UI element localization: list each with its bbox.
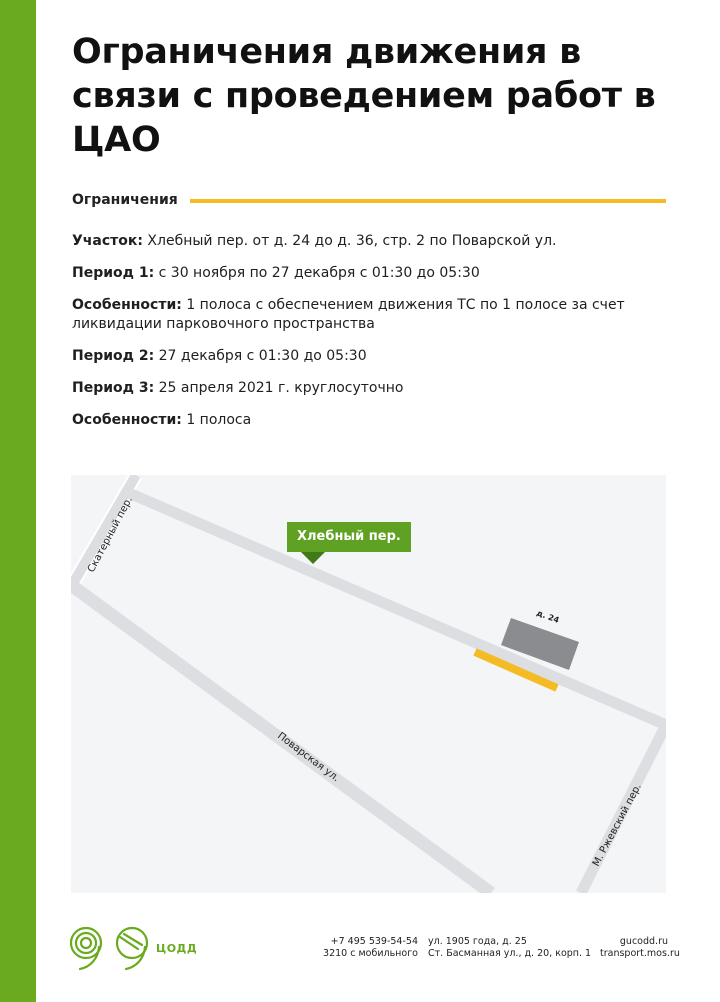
info-label: Период 3: — [72, 380, 155, 396]
footer-phones — [318, 936, 418, 960]
info-label: Период 1: — [72, 265, 155, 281]
page-title: Ограничения движения в связи с проведением работ в ЦАО — [72, 32, 656, 160]
info-label: Особенности: — [72, 412, 182, 428]
info-row-period1 — [72, 264, 672, 283]
info-text: 1 полоса — [181, 412, 252, 428]
section-divider — [190, 199, 666, 203]
street-label-rzhevsky: М. Ржевский пер. — [590, 781, 644, 869]
street-skaterny-fill — [71, 475, 136, 587]
info-text: с 30 ноября по 27 декабря с 01:30 до 05:30 — [154, 265, 480, 281]
info-text: 27 декабря с 01:30 до 05:30 — [154, 348, 367, 364]
section-label: Ограничения — [72, 190, 188, 210]
codd-logo — [68, 925, 154, 974]
footer-site-1[interactable]: gucodd.ru — [619, 936, 668, 947]
footer-phone[interactable]: +7 495 539-54-54 — [330, 936, 418, 947]
footer-addresses — [428, 936, 598, 960]
footer-sites — [600, 936, 680, 960]
footer-address-2: Ст. Басманная ул., д. 20, корп. 1 — [428, 948, 592, 959]
info-row-period2 — [72, 347, 672, 366]
map[interactable] — [71, 475, 666, 893]
footer-address-1: ул. 1905 года, д. 25 — [428, 936, 527, 947]
info-label: Участок: — [72, 233, 143, 249]
footer-site-2[interactable]: transport.mos.ru — [600, 948, 680, 959]
location-marker[interactable] — [287, 522, 411, 564]
info-text: Хлебный пер. от д. 24 до д. 36, стр. 2 по Поварской ул. — [142, 233, 557, 249]
marker-pointer — [301, 552, 325, 564]
marker-label: Хлебный пер. — [287, 522, 411, 552]
info-text: 1 полоса с обеспечением движения ТС по 1 полосе за счет ликвидации парковочного пространства — [72, 297, 625, 332]
codd-logo-text: ЦОДД — [156, 942, 198, 955]
section-header — [72, 190, 666, 212]
footer — [68, 925, 680, 970]
green-side-bar — [0, 0, 36, 1002]
info-label: Период 2: — [72, 348, 155, 364]
info-row-period3 — [72, 379, 672, 398]
street-label-povarskaya: Поварская ул. — [275, 730, 342, 785]
restriction-info — [72, 232, 672, 443]
info-row-features1 — [72, 296, 672, 334]
street-label-skaterny: Скатерный пер. — [85, 495, 135, 575]
info-row-features2 — [72, 411, 672, 430]
info-row-section — [72, 232, 672, 251]
info-label: Особенности: — [72, 297, 182, 313]
info-text: 25 апреля 2021 г. круглосуточно — [154, 380, 404, 396]
building-label: д. 24 — [535, 608, 561, 625]
footer-mobile: 3210 с мобильного — [323, 948, 418, 959]
codd-logo-icon — [68, 925, 154, 970]
